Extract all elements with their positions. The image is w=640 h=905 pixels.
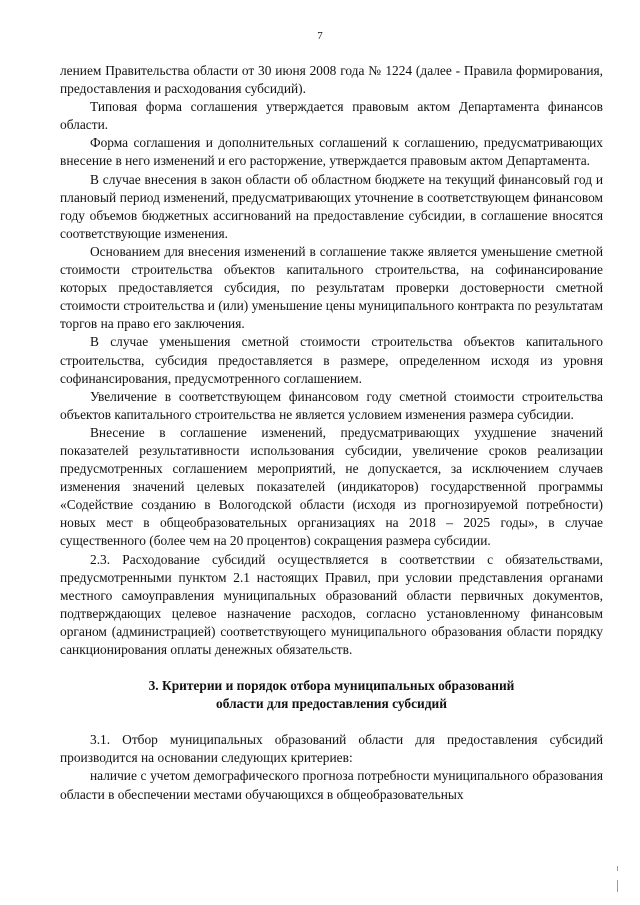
scan-artifact-mark [617, 866, 618, 871]
paragraph-2-3-spending: 2.3. Расходование субсидий осуществляется в соответствии с обязательствами, предусмотренными пунктом 2.1 настоящих Правил, при условии представления органами местного самоуправления муниципальных образований области первичных документов, подтверждающих целевое назначение расходов, согласно установленному финансовым органом (администрацией) соответствующего муниципального образования области порядку санкционирования оплаты денежных обязательств. [60, 551, 603, 657]
paragraph-agreement-form: Форма соглашения и дополнительных соглашений к соглашению, предусматривающих внесение в него изменений и его расторжение, утверждается правовым актом Департамента. [60, 135, 603, 169]
paragraph-worsening-indicators: Внесение в соглашение изменений, предусматривающих ухудшение значений показателей результативности использования субсидии, увеличение сроков реализации предусмотренных соглашением мероприятий, не допускается, за исключением случаев изменения значений целевых показателей (индикаторов) государственной программы «Содействие созданию в Вологодской области (исходя из прогнозируемой потребности) новых мест в общеобразовательных организациях на 2018 – 2025 годы», в случае существенного (более чем на 20 процентов) сокращения размера субсидии. [60, 424, 603, 549]
page-number: 7 [317, 30, 323, 42]
paragraph-standard-form: Типовая форма соглашения утверждается правовым актом Департамента финансов области. [60, 99, 603, 133]
paragraph-continuation: лением Правительства области от 30 июня 2008 года № 1224 (далее - Правила формирования, предоставления и расходования субсидий). [60, 63, 603, 97]
paragraph-subsidy-size: В случае уменьшения сметной стоимости строительства объектов капитального строительства, субсидия предоставляется в размере, определенном исходя из уровня софинансирования, предусмотренного соглашением. [60, 334, 603, 386]
section-3-heading-line1: 3. Критерии и порядок отбора муниципальных образований [148, 678, 515, 694]
section-3-heading-line2: области для предоставления субсидий [216, 696, 447, 712]
section-3-heading [60, 677, 603, 713]
paragraph-cost-reduction: Основанием для внесения изменений в соглашение также является уменьшение сметной стоимости строительства объектов капитального строительства, на софинансирование которых предоставляется субсидия, по результатам проверки достоверности сметной стоимости строительства и (или) уменьшение цены муниципального контракта по результатам торгов на право его заключения. [60, 243, 603, 332]
paragraph-budget-changes: В случае внесения в закон области об областном бюджете на текущий финансовый год и плановый период изменений, предусматривающих уточнение в соответствующем финансовом году объемов бюджетных ассигнований на предоставление субсидии, в соглашение вносятся соответствующие изменения. [60, 171, 603, 241]
scan-artifact-mark [617, 880, 618, 892]
paragraph-criterion-demand: наличие с учетом демографического прогноза потребности муниципального образования области в обеспечении местами обучающихся в общеобразовательных [60, 768, 603, 802]
paragraph-3-1-selection: 3.1. Отбор муниципальных образований области для предоставления субсидий производится на основании следующих критериев: [60, 732, 603, 766]
paragraph-cost-increase: Увеличение в соответствующем финансовом году сметной стоимости строительства объектов капитального строительства не является условием изменения размера субсидии. [60, 388, 603, 422]
document-body [60, 62, 603, 804]
